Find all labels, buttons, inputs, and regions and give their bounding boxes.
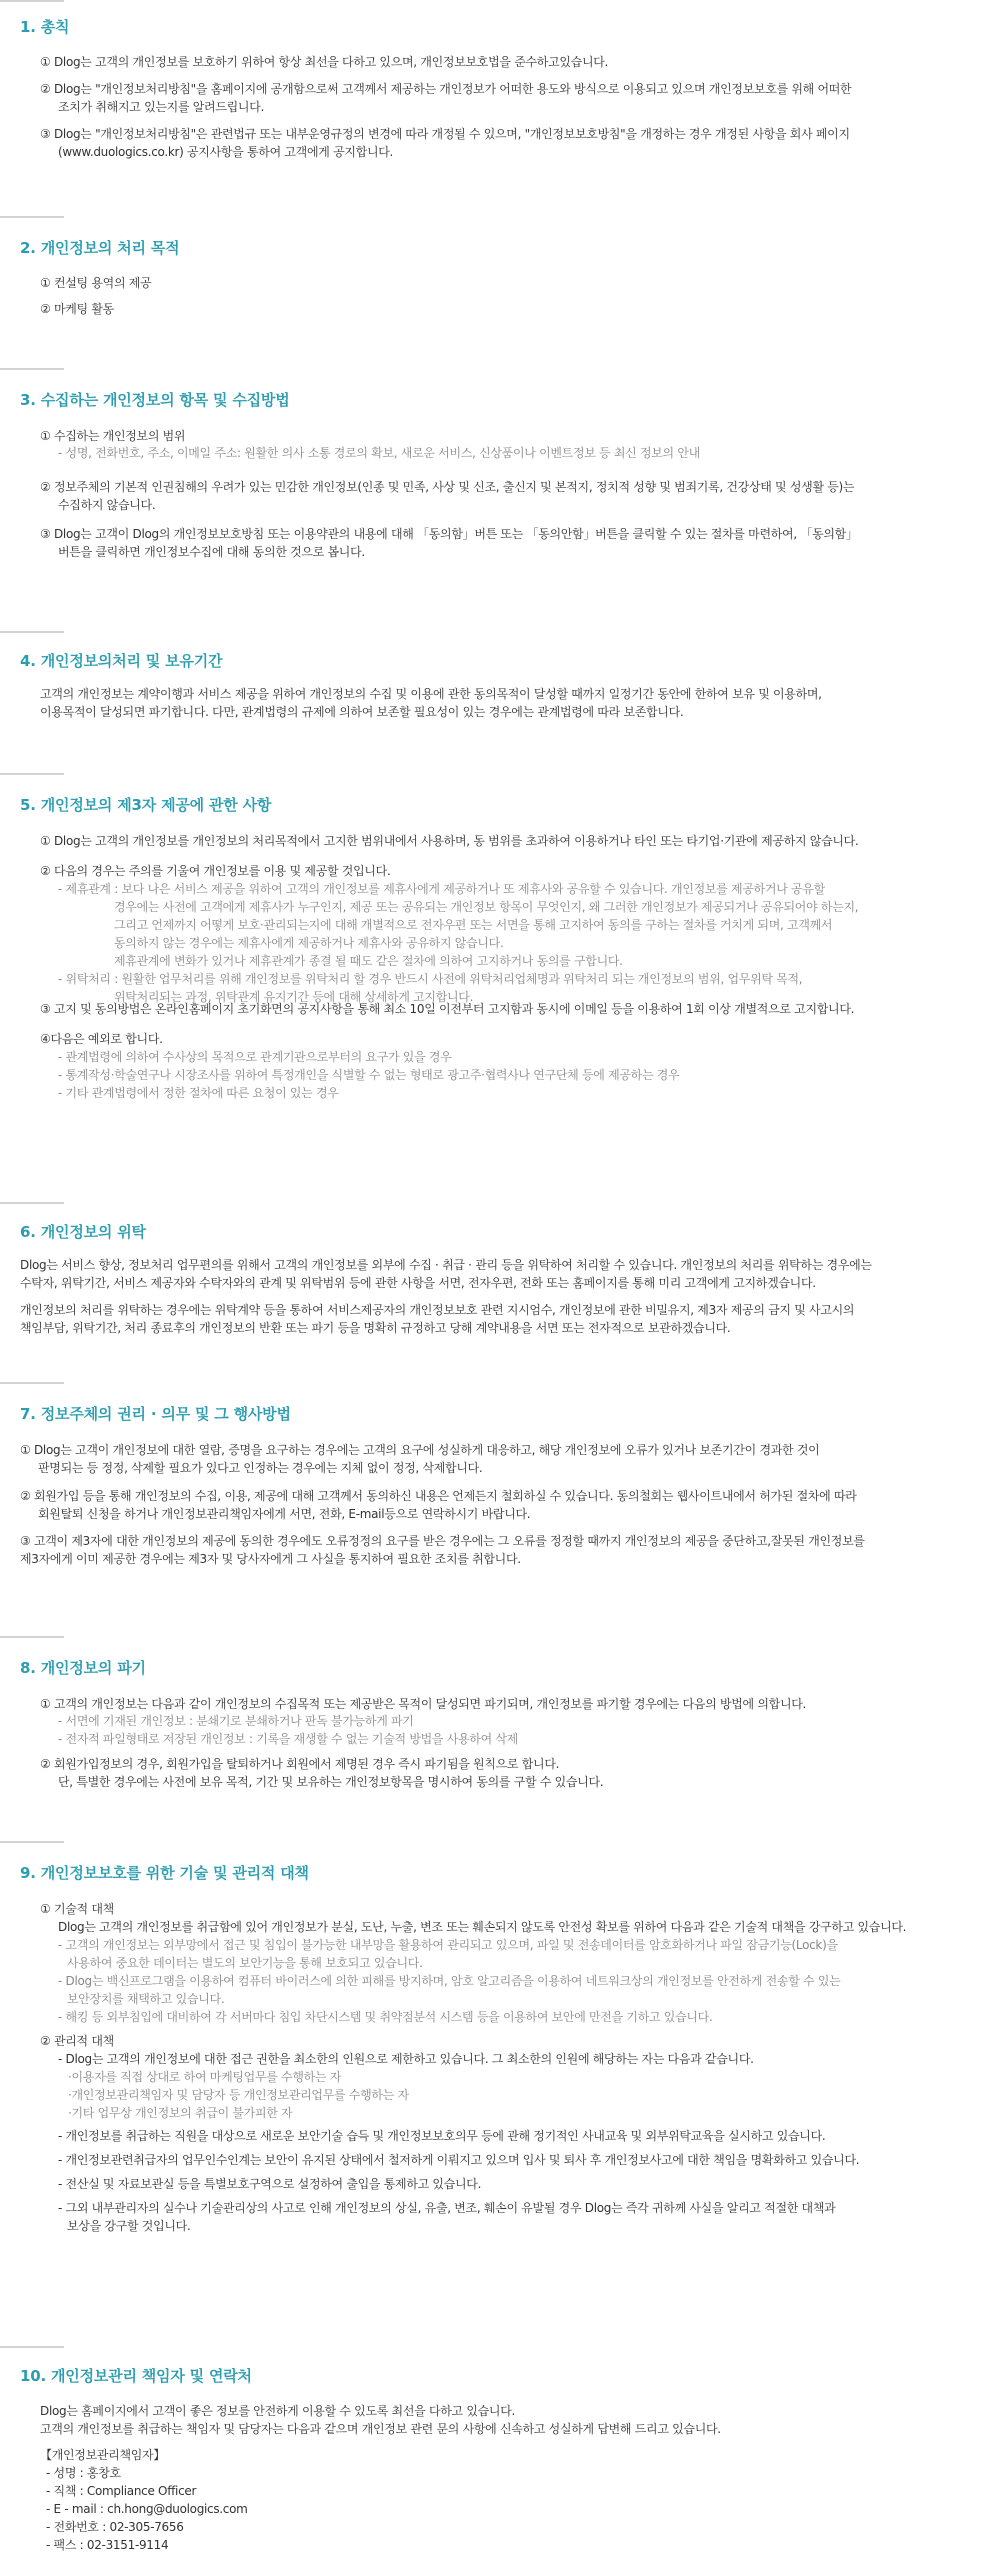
paragraph: Dlog는 서비스 향상, 정보처리 업무편의를 위해서 고객의 개인정보를 외부에 수집 · 취급 · 관리 등을 위탁하여 처리할 수 있습니다. 개인정보의 처리를 위탁하는 경우에는 수탁자, 위탁기간, 서비스 제공자와 수탁자와의 관계 및 위탁범위 등에 관한 사항을 서면, 전자우편, 전화 또는 홈페이지를 통해 미리 고객에게 고지하겠습니다. (20, 1258, 872, 1290)
section-divider (0, 2346, 64, 2348)
section-title: 10. 개인정보관리 책임자 및 연락처 (20, 2367, 252, 2385)
paragraph: ③ Dlog는 "개인정보처리방침"은 관련법규 또는 내부운영규정의 변경에 따라 개정될 수 있으며, "개인정보보호방침"을 개정하는 경우 개정된 사항을 회사 페이지 (www.duologics.co.kr) 공지사항을 통하여 고객에게 공지합니다. (40, 127, 850, 159)
paragraph: ② 관리적 대책 - Dlog는 고객의 개인정보에 대한 접근 권한을 최소한의 인원으로 제한하고 있습니다. 그 최소한의 인원에 해당하는 자는 다음과 같습니다. (40, 2034, 754, 2066)
section-divider (0, 773, 64, 775)
sub-list: ·이용자를 직접 상대로 하여 마케팅업무를 수행하는 자 ·개인정보관리책임자 및 담당자 등 개인정보관리업무를 수행하는 자 ·기타 업무상 개인정보의 취급이 불가피한 자 (68, 2070, 409, 2120)
list-item: ② 다음의 경우는 주의를 기울여 개인정보를 이용 및 제공할 것입니다. (40, 864, 391, 878)
list-item: ① Dlog는 고객의 개인정보를 개인정보의 처리목적에서 고지한 범위내에서 사용하며, 동 범위를 초과하여 이용하거나 타인 또는 타기업·기관에 제공하지 않습니다. (40, 834, 859, 848)
paragraph: 개인정보의 처리를 위탁하는 경우에는 위탁계약 등을 통하여 서비스제공자의 개인정보보호 관련 지시엄수, 개인정보에 관한 비밀유지, 제3자 제공의 금지 및 사고시의 책임부담, 위탁기간, 처리 종료후의 개인정보의 반환 또는 파기 등을 명확히 규정하고 당해 계약내용을 서면 또는 전자적으로 보관하겠습니다. (20, 1303, 855, 1335)
paragraph: ② 회원가입정보의 경우, 회원가입을 탈퇴하거나 회원에서 제명된 경우 즉시 파기됨을 원칙으로 합니다. 단, 특별한 경우에는 사전에 보유 목적, 기간 및 보유하는 개인정보항목을 명시하여 동의를 구할 수 있습니다. (40, 1757, 604, 1789)
paragraph: ① Dlog는 고객이 개인정보에 대한 열람, 증명을 요구하는 경우에는 고객의 요구에 성실하게 대응하고, 해당 개인정보에 오류가 있거나 보존기간이 경과한 것이 판명되는 등 정정, 삭제할 필요가 있다고 인정하는 경우에는 지체 없이 정정, 삭제합니다. (20, 1443, 820, 1475)
sub-list: - 제휴관계 : 보다 나은 서비스 제공을 위하여 고객의 개인정보를 제휴사에게 제공하거나 또 제휴사와 공유할 수 있습니다. 개인정보를 제공하거나 공유할 경우에는 사전에 고객에게 제휴사가 누구인지, 제공 또는 공유되는 개인정보 항목이 무엇인지, 왜 그러한 개인정보가 제공되거나 공유되어야 하는지, 그리고 언제까지 어떻게 보호·관리되는지에 대해 개별적으로 전자우편 또는 서면을 통해 고지하여 동의를 구하는 절차를 거치게 되며, 고객께서 동의하지 않는 경우에는 제휴사에게 제공하거나 제휴사와 공유하지 않습니다. 제휴관계에 변화가 있거나 제휴관계가 종결 될 때도 같은 절차에 의하여 고지하거나 동의를 구합니다. - 위탁처리 : 원활한 업무처리를 위해 개인정보를 위탁처리 할 경우 반드시 사전에 위탁처리업체명과 위탁처리 되는 개인정보의 범위, 업무위탁 목적, 위탁처리되는 과정, 위탁관계 유지기간 등에 대해 상세하게 고지합니다. (58, 882, 859, 1004)
paragraph: ① 기술적 대책 Dlog는 고객의 개인정보를 취급함에 있어 개인정보가 분실, 도난, 누출, 변조 또는 훼손되지 않도록 안전성 확보를 위하여 다음과 같은 기술적 대책을 강구하고 있습니다. (40, 1902, 907, 1934)
section-title: 4. 개인정보의처리 및 보유기간 (20, 652, 223, 670)
section-title: 2. 개인정보의 처리 목적 (20, 239, 180, 257)
section-divider (0, 1841, 64, 1843)
paragraph: - 개인정보를 취급하는 직원을 대상으로 새로운 보안기술 습득 및 개인정보보호의무 등에 관해 정기적인 사내교육 및 외부위탁교육을 실시하고 있습니다. - 개인정보관련취급자의 업무인수인계는 보안이 유지된 상태에서 철저하게 이뤄지고 있으며 입사 및 퇴사 후 개인정보사고에 대한 책임을 명확화하고 있습니다. - 전산실 및 자료보관실 등을 특별보호구역으로 설정하여 출입을 통제하고 있습니다. - 그외 내부관리자의 실수나 기술관리상의 사고로 인해 개인정보의 상실, 유출, 변조, 훼손이 유발될 경우 Dlog는 즉각 귀하께 사실을 알리고 적절한 대책과 보상을 강구할 것입니다. (58, 2129, 860, 2233)
paragraph: ① Dlog는 고객의 개인정보를 보호하기 위하여 항상 최선을 다하고 있으며, 개인정보보호법을 준수하고있습니다. (40, 55, 609, 69)
list-item: ③ 고지 및 동의방법은 온라인홈페이지 초기화면의 공지사항을 통해 최소 10일 이전부터 고지함과 동시에 이메일 등을 이용하여 1회 이상 개별적으로 고지합니다. (40, 1002, 855, 1016)
section-title: 9. 개인정보보호를 위한 기술 및 관리적 대책 (20, 1864, 309, 1882)
section-title: 7. 정보주체의 권리 · 의무 및 그 행사방법 (20, 1405, 291, 1423)
list-item: ② 마케팅 활동 (40, 302, 114, 316)
section-divider (0, 1382, 64, 1384)
paragraph: ② 회원가입 등을 통해 개인정보의 수집, 이용, 제공에 대해 고객께서 동의하신 내용은 언제든지 철회하실 수 있습니다. 동의철회는 웹사이트내에서 허가된 절차에 따라 회원탈퇴 신청을 하거나 개인정보관리책임자에게 서면, 전화, E-mail등으로 연락하시기 바랍니다. (20, 1489, 857, 1521)
section-divider (0, 1636, 64, 1638)
section-title: 5. 개인정보의 제3자 제공에 관한 사항 (20, 796, 272, 814)
list-item: ① 수집하는 개인정보의 범위 (40, 429, 186, 443)
paragraph: ② 정보주체의 기본적 인권침해의 우려가 있는 민감한 개인정보(인종 및 민족, 사상 및 신조, 출신지 및 본적지, 정치적 성향 및 범죄기록, 건강상태 및 성생활 등)는 수집하지 않습니다. (40, 480, 855, 512)
section-title: 6. 개인정보의 위탁 (20, 1223, 146, 1241)
section-divider (0, 631, 64, 633)
section-divider (0, 368, 64, 370)
sub-list: - 성명, 전화번호, 주소, 이메일 주소: 원활한 의사 소통 경로의 확보, 새로운 서비스, 신상품이나 이벤트정보 등 최신 정보의 안내 (58, 446, 700, 460)
sub-list: - 고객의 개인정보는 외부망에서 접근 및 침입이 불가능한 내부망을 활용하여 관리되고 있으며, 파일 및 전송데이터를 암호화하거나 파일 잠금기능(Lock)을 사용하여 중요한 데이터는 별도의 보안기능을 통해 보호되고 있습니다. - Dlog는 백신프로그램을 이용하여 컴퓨터 바이러스에 의한 피해를 방지하며, 암호 알고리즘을 이용하여 네트워크상의 개인정보를 안전하게 전송할 수 있는 보안장치를 채택하고 있습니다. - 해킹 등 외부침입에 대비하여 각 서버마다 침입 차단시스템 및 취약점분석 시스템 등을 이용하여 보안에 만전을 기하고 있습니다. (58, 1938, 841, 2024)
list-item: ① 컨설팅 용역의 제공 (40, 276, 152, 290)
section-divider (0, 216, 64, 218)
paragraph: ② Dlog는 "개인정보처리방침"을 홈페이지에 공개함으로써 고객께서 제공하는 개인정보가 어떠한 용도와 방식으로 이용되고 있으며 개인정보보호를 위해 어떠한 조치가 취해지고 있는지를 알려드립니다. (40, 82, 852, 114)
section-title: 1. 총칙 (20, 18, 70, 36)
sub-list: - 서면에 기재된 개인정보 : 분쇄기로 분쇄하거나 판독 불가능하게 파기 - 전자적 파일형태로 저장된 개인정보 : 기록을 재생할 수 없는 기술적 방법을 사용하여 삭제 (58, 1714, 518, 1746)
sub-list: - 관계법령에 의하여 수사상의 목적으로 관계기관으로부터의 요구가 있을 경우 - 통계작성·학술연구나 시장조사를 위하여 특정개인을 식별할 수 없는 형태로 광고주·협력사나 연구단체 등에 제공하는 경우 - 기타 관계법령에서 정한 절차에 따른 요청이 있는 경우 (58, 1050, 680, 1100)
section-divider (0, 1202, 64, 1204)
paragraph: ③ Dlog는 고객이 Dlog의 개인정보보호방침 또는 이용약관의 내용에 대해 「동의함」버튼 또는 「동의안함」버튼을 클릭할 수 있는 절차를 마련하여, 「동의함」 버튼을 클릭하면 개인정보수집에 대해 동의한 것으로 봅니다. (40, 527, 858, 559)
list-item: ④다음은 예외로 합니다. (40, 1032, 163, 1046)
paragraph: Dlog는 홈페이지에서 고객이 좋은 정보를 안전하게 이용할 수 있도록 최선을 다하고 있습니다. 고객의 개인정보를 취급하는 책임자 및 담당자는 다음과 같으며 개인정보 관련 문의 사항에 신속하고 성실하게 답변해 드리고 있습니다. (40, 2404, 721, 2436)
paragraph: 고객의 개인정보는 계약이행과 서비스 제공을 위하여 개인정보의 수집 및 이용에 관한 동의목적이 달성할 때까지 일정기간 동안에 한하여 보유 및 이용하며, 이용목적이 달성되면 파기합니다. 다만, 관계법령의 규제에 의하여 보존할 필요성이 있는 경우에는 관계법령에 따라 보존합니다. (40, 687, 822, 719)
paragraph: ③ 고객이 제3자에 대한 개인정보의 제공에 동의한 경우에도 오류정정의 요구를 받은 경우에는 그 오류를 정정할 때까지 개인정보의 제공을 중단하고,잘못된 개인정보를 제3자에게 이미 제공한 경우에는 제3자 및 당사자에게 그 사실을 통지하여 필요한 조치를 취합니다. (20, 1534, 865, 1566)
section-divider (0, 0, 64, 2)
contact-info: 【개인정보관리책임자】 - 성명 : 홍창호 - 직책 : Compliance Officer - E - mail : ch.hong@duologics.com - 전화번호 : 02-305-7656 - 팩스 : 02-3151-9114 (40, 2448, 248, 2552)
section-title: 3. 수집하는 개인정보의 항목 및 수집방법 (20, 391, 290, 409)
list-item: ① 고객의 개인정보는 다음과 같이 개인정보의 수집목적 또는 제공받은 목적이 달성되면 파기되며, 개인정보를 파기할 경우에는 다음의 방법에 의합니다. (40, 1697, 807, 1711)
section-title: 8. 개인정보의 파기 (20, 1659, 146, 1677)
